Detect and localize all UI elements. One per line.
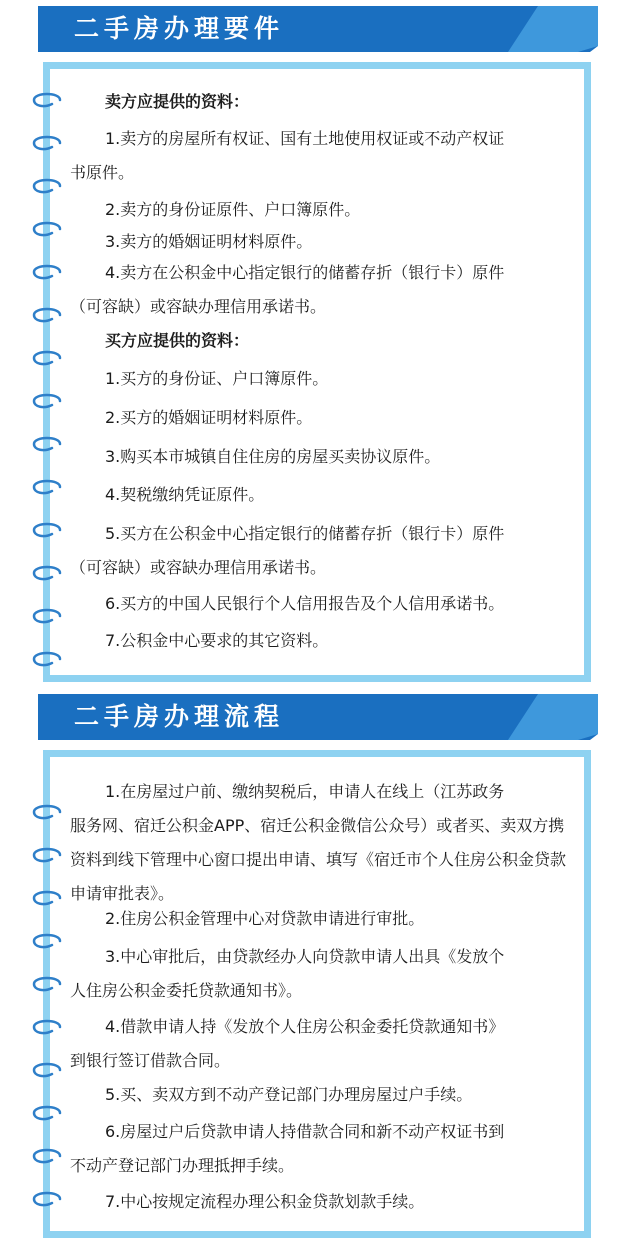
buyer-item-6: 6.买方的中国人民银行个人信用报告及个人信用承诺书。	[105, 594, 505, 613]
binder-ring-icon	[30, 931, 70, 951]
binder-ring-icon	[30, 305, 70, 325]
section2-title: 二手房办理流程	[74, 702, 285, 731]
seller-item-4: 4.卖方在公积金中心指定银行的储蓄存折（银行卡）原件 （可容缺）或容缺办理信用承诺书。	[70, 263, 505, 316]
seller-heading: 卖方应提供的资料：	[105, 92, 250, 111]
binder-ring-icon	[30, 348, 70, 368]
section1-banner	[38, 6, 598, 52]
binder-ring-icon	[30, 1017, 70, 1037]
binder-ring-icon	[30, 974, 70, 994]
seller-item-3: 3.卖方的婚姻证明材料原件。	[105, 232, 313, 251]
process-step-3: 3.中心审批后，由贷款经办人向贷款申请人出具《发放个 人住房公积金委托贷款通知书》。	[70, 947, 505, 1000]
buyer-item-3: 3.购买本市城镇自住住房的房屋买卖协议原件。	[105, 447, 441, 466]
binder-ring-icon	[30, 649, 70, 669]
binder-ring-icon	[30, 802, 70, 822]
buyer-item-1: 1.买方的身份证、户口簿原件。	[105, 369, 329, 388]
binder-ring-icon	[30, 90, 70, 110]
process-step-7: 7.中心按规定流程办理公积金贷款划款手续。	[105, 1192, 425, 1211]
binder-ring-icon	[30, 477, 70, 497]
buyer-item-4: 4.契税缴纳凭证原件。	[105, 485, 265, 504]
binder-ring-icon	[30, 606, 70, 626]
binder-ring-icon	[30, 391, 70, 411]
process-step-1: 1.在房屋过户前、缴纳契税后，申请人在线上（江苏政务 服务网、宿迁公积金APP、宿迁公积金微信公众号）或者买、卖双方携资料到线下管理中心窗口提出申请、填写《宿迁市个人住房公积金贷款申请审批表》。	[70, 782, 567, 903]
binder-rings	[30, 0, 70, 1246]
binder-ring-icon	[30, 1060, 70, 1080]
buyer-item-5: 5.买方在公积金中心指定银行的储蓄存折（银行卡）原件 （可容缺）或容缺办理信用承诺书。	[70, 524, 505, 577]
process-step-5: 5.买、卖双方到不动产登记部门办理房屋过户手续。	[105, 1085, 473, 1104]
process-step-2: 2.住房公积金管理中心对贷款申请进行审批。	[105, 909, 425, 928]
binder-ring-icon	[30, 219, 70, 239]
binder-ring-icon	[30, 1189, 70, 1209]
binder-ring-icon	[30, 434, 70, 454]
binder-ring-icon	[30, 1103, 70, 1123]
binder-ring-icon	[30, 1146, 70, 1166]
process-step-6: 6.房屋过户后贷款申请人持借款合同和新不动产权证书到 不动产登记部门办理抵押手续。	[70, 1122, 505, 1175]
buyer-heading: 买方应提供的资料：	[105, 331, 250, 350]
binder-ring-icon	[30, 563, 70, 583]
seller-item-2: 2.卖方的身份证原件、户口簿原件。	[105, 200, 361, 219]
buyer-item-2: 2.买方的婚姻证明材料原件。	[105, 408, 313, 427]
seller-item-1: 1.卖方的房屋所有权证、国有土地使用权证或不动产权证 书原件。	[70, 129, 505, 182]
buyer-item-7: 7.公积金中心要求的其它资料。	[105, 631, 329, 650]
binder-ring-icon	[30, 845, 70, 865]
binder-ring-icon	[30, 133, 70, 153]
binder-ring-icon	[30, 888, 70, 908]
binder-ring-icon	[30, 176, 70, 196]
binder-ring-icon	[30, 520, 70, 540]
binder-ring-icon	[30, 262, 70, 282]
process-step-4: 4.借款申请人持《发放个人住房公积金委托贷款通知书》 到银行签订借款合同。	[70, 1017, 505, 1070]
section1-title: 二手房办理要件	[74, 14, 285, 43]
section2-banner	[38, 694, 598, 740]
